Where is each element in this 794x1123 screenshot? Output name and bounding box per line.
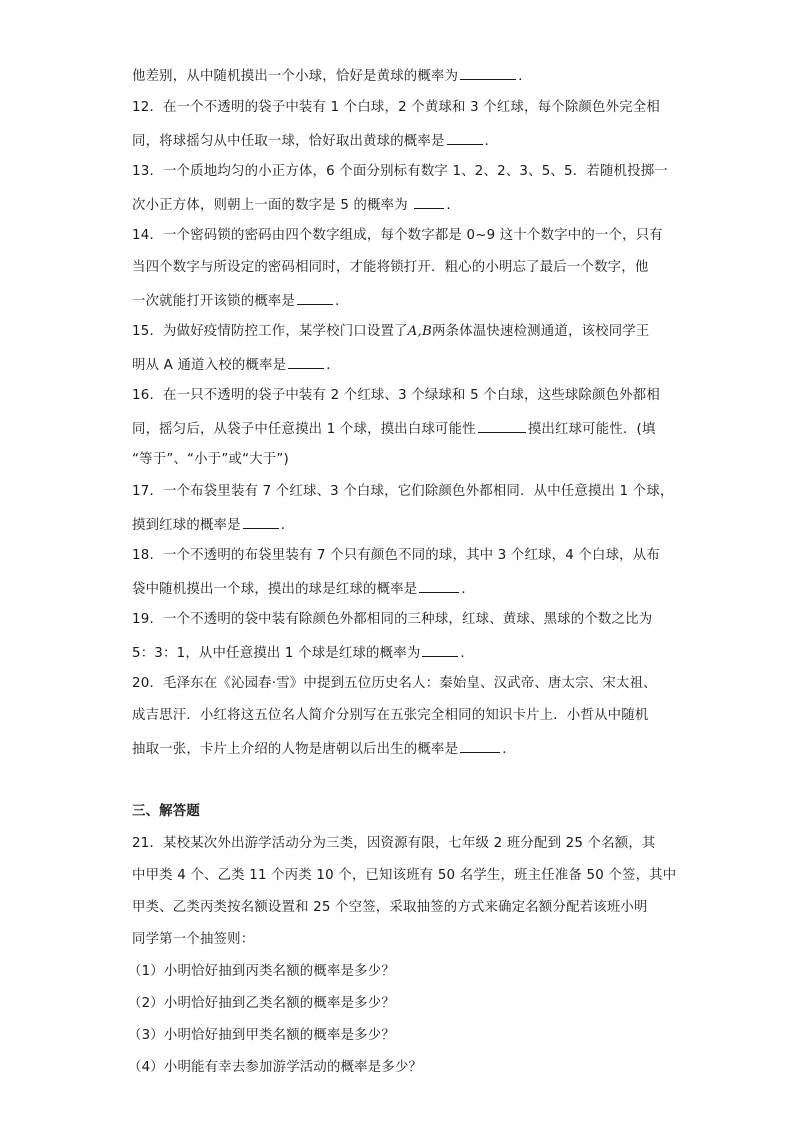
- answer-blank: [414, 195, 444, 209]
- section-title: 三、解答题: [132, 804, 200, 819]
- question-17-line-1: 17．一个布袋里装有 7 个红球、3 个白球，它们除颜色外都相同．从中任意摸出 1 个球，: [132, 484, 674, 499]
- question-19-line-2: 5：3：1，从中任意摸出 1 个球是红球的概率为 ．: [132, 643, 474, 663]
- answer-blank: [422, 643, 458, 657]
- question-14-line-1: 14．一个密码锁的密码由四个数字组成，每个数字都是 0~9 这十个数字中的一个，只有: [132, 228, 663, 243]
- question-20-line-1: 20．毛泽东在《沁园春·雪》中提到五位历史名人：秦始皇、汉武帝、唐太宗、宋太祖、: [132, 676, 657, 691]
- question-14-line-3: 一次就能打开该锁的概率是 ．: [132, 291, 349, 311]
- question-21-line-3: 甲类、乙类丙类按名额设置和 25 个空签，采取抽签的方式来确定名额分配若该班小明: [132, 900, 648, 915]
- answer-blank: [460, 66, 516, 80]
- question-20-line-3: 抽取一张，卡片上介绍的人物是唐朝以后出生的概率是 ．: [132, 739, 516, 759]
- answer-blank: [460, 739, 500, 753]
- sub-question-1: （1）小明恰好抽到丙类名额的概率是多少？: [128, 964, 395, 979]
- answer-blank: [447, 131, 483, 145]
- question-19-line-1: 19．一个不透明的袋中装有除颜色外都相同的三种球，红球、黄球、黑球的个数之比为: [132, 612, 653, 627]
- question-12-line-2: 同，将球摇匀从中任取一球，恰好取出黄球的概率是 ．: [132, 131, 498, 151]
- answer-blank: [478, 419, 526, 433]
- question-18-line-2: 袋中随机摸出一个球，摸出的球是红球的概率是 ．: [132, 579, 475, 599]
- question-20-line-2: 成吉思汗．小红将这五位名人简介分别写在五张完全相同的知识卡片上．小哲从中随机: [132, 708, 649, 723]
- question-21-line-2: 中甲类 4 个、乙类 11 个丙类 10 个，已知该班有 50 名学生，班主任准备 50 个签，其中: [132, 868, 677, 883]
- answer-blank: [419, 579, 459, 593]
- question-15-line-2: 明从 A 通道入校的概率是 ．: [132, 355, 340, 375]
- sub-question-4: （4）小明能有幸去参加游学活动的概率是多少？: [128, 1060, 423, 1075]
- question-12-line-1: 12．在一个不透明的袋子中装有 1 个白球，2 个黄球和 3 个红球，每个除颜色外完全相: [132, 100, 660, 115]
- question-14-line-2: 当四个数字与所设定的密码相同时，才能将锁打开．粗心的小明忘了最后一个数字，他: [132, 260, 649, 275]
- question-15-line-1: 15．为做好疫情防控工作，某学校门口设置了A,B两条体温快速检测通道，该校同学王: [132, 324, 650, 339]
- text-line: 他差别，从中随机摸出一个小球，恰好是黄球的概率为 ．: [132, 66, 532, 86]
- sub-question-3: （3）小明恰好抽到甲类名额的概率是多少？: [128, 1028, 395, 1043]
- question-17-line-2: 摸到红球的概率是 ．: [132, 515, 294, 535]
- question-16-line-1: 16．在一只不透明的袋子中装有 2 个红球、3 个绿球和 5 个白球，这些球除颜色外都相: [132, 388, 660, 403]
- question-13-line-2: 次小正方体，则朝上一面的数字是 5 的概率为 .: [132, 195, 451, 215]
- question-13-line-1: 13．一个质地均匀的小正方体，6 个面分别标有数字 1、2、2、3、5、5．若随机投掷一: [132, 164, 668, 179]
- answer-blank: [243, 515, 279, 529]
- question-21-line-4: 同学第一个抽签则：: [132, 932, 255, 947]
- answer-blank: [288, 355, 324, 369]
- answer-blank: [297, 291, 333, 305]
- question-21-line-1: 21．某校某次外出游学活动分为三类，因资源有限，七年级 2 班分配到 25 个名额，其: [132, 836, 656, 851]
- question-18-line-1: 18．一个不透明的布袋里装有 7 个只有颜色不同的球，其中 3 个红球，4 个白球，从布: [132, 548, 660, 563]
- question-16-line-2: 同，摇匀后，从袋子中任意摸出 1 个球，摸出白球可能性 摸出红球可能性．(填: [132, 419, 656, 439]
- sub-question-2: （2）小明恰好抽到乙类名额的概率是多少？: [128, 996, 395, 1011]
- question-16-line-3: “等于”、“小于”或“大于”): [132, 452, 289, 467]
